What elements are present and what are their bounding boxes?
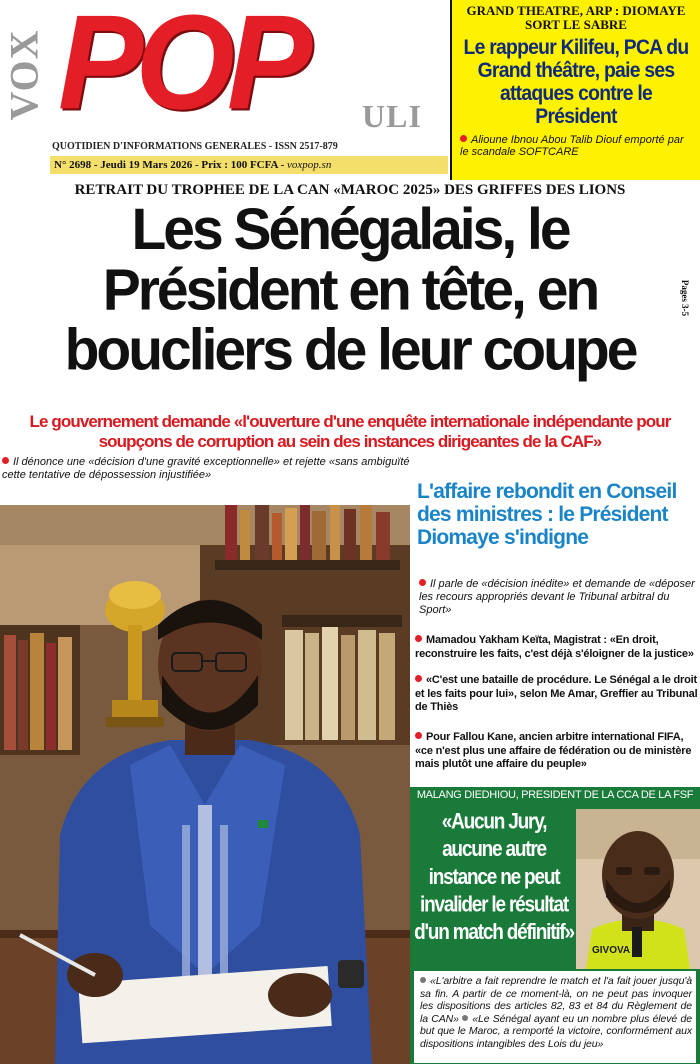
right-bullet-2: [415, 674, 700, 715]
main-headline-line3: boucliers de leur coupe: [64, 317, 636, 383]
box-kicker: MALANG DIEDHIOU, PRESIDENT DE LA CCA DE LA FSF: [416, 789, 694, 801]
right-sub-text: Il parle de «décision inédite» et demande de «déposer les recours appropriés devant le Tribunal arbitral du Sport»: [419, 578, 695, 616]
interview-box: [410, 787, 700, 1064]
bullet-icon: [2, 457, 9, 464]
teaser-headline: Le rappeur Kilifeu, PCA du Grand théâtre, paie ses attaques contre le Président: [463, 36, 689, 128]
president-signing-photo: [0, 505, 410, 1064]
teaser-kicker-line1: GRAND THEATRE, ARP : DIOMAYE: [466, 3, 686, 18]
masthead-uli: ULI: [362, 98, 422, 134]
bullet-icon: [415, 732, 422, 739]
right-bullet-3: [415, 731, 700, 772]
main-headline: [0, 197, 700, 383]
issue-info: [50, 156, 448, 174]
interviewee-photo: [576, 809, 700, 969]
bullet-icon: [462, 1015, 468, 1021]
main-headline-line2: Président en tête, en: [102, 257, 598, 323]
right-sub: [419, 578, 699, 617]
box-quote: «Aucun Jury, aucune autre instance ne peut invalider le résultat d'un match définitif»: [414, 810, 574, 945]
teaser-kicker-line2: SORT LE SABRE: [525, 17, 627, 32]
bullet-icon: [419, 579, 426, 586]
right-bullet-text: «C'est une bataille de procédure. Le Sénégal a le droit et les faits pour lui», selon Me Amar, Greffier au Tribunal de Thiès: [415, 674, 698, 713]
box-text-part1: «L'arbitre a fait reprendre le match et l'a fait jouer jusqu'à sa fin. A partir de ce moment-là, on ne peut pas invoquer les dispositions des articles 82, 83 et 84 du Règlement de la CAN»: [420, 975, 692, 1025]
bullet-icon: [420, 977, 426, 983]
shirt-logo: GIVOVA: [592, 945, 631, 956]
pages-reference: Pages 3-5: [680, 279, 690, 317]
teaser-sub: [460, 134, 694, 158]
issue-details: N° 2698 - Jeudi 19 Mars 2026 - Prix : 100 FCFA -: [54, 159, 288, 171]
right-headline: L'affaire rebondit en Conseil des ministres : le Président Diomaye s'indigne: [417, 480, 677, 549]
masthead-vox: VOX: [1, 29, 47, 121]
bullet-icon: [460, 135, 467, 142]
masthead-logo: POP: [58, 0, 305, 138]
teaser-kicker: [452, 4, 700, 32]
bullet-icon: [415, 675, 422, 682]
portrait-image: [576, 809, 700, 969]
bullet-icon: [415, 635, 422, 642]
right-bullet-text: Pour Fallou Kane, ancien arbitre international FIFA, «ce n'est plus une affaire de fédération ou de ministère mais plutôt une affaire du peuple»: [415, 731, 692, 770]
right-bullet-text: Mamadou Yakham Keïta, Magistrat : «En droit, reconstruire les faits, c'est déjà s'éloigner de la justice»: [415, 634, 694, 660]
teaser-sub-text: Alioune Ibnou Abou Talib Diouf emporté par le scandale SOFTCARE: [460, 134, 684, 158]
website-link[interactable]: voxpop.sn: [287, 159, 332, 171]
box-text-part2: «Le Sénégal ayant eu un nombre plus élevé de but que le Maroc, a remporté la victoire, conformément aux dispositions intangibles des Lois du jeu»: [420, 1012, 692, 1050]
left-bullet-text: Il dénonce une «décision d'une gravité exceptionnelle» et rejette «sans ambiguïté cette tentative de dépossession injustifiée»: [2, 456, 410, 481]
top-teaser[interactable]: [450, 0, 700, 180]
main-dek: Le gouvernement demande «l'ouverture d'une enquête internationale indépendante pour soupçons de corruption au sein des instances dirigeantes de la CAF»: [29, 412, 671, 451]
left-bullet: [2, 456, 412, 482]
box-text: [414, 971, 696, 1063]
masthead-tagline: QUOTIDIEN D'INFORMATIONS GENERALES - ISSN 2517-879: [52, 141, 338, 152]
main-headline-line1: Les Sénégalais, le: [131, 197, 569, 263]
main-overline: RETRAIT DU TROPHEE DE LA CAN «MAROC 2025» DES GRIFFES DES LIONS: [74, 182, 626, 198]
main-photo: [0, 505, 410, 1064]
right-bullet-1: [415, 634, 700, 661]
